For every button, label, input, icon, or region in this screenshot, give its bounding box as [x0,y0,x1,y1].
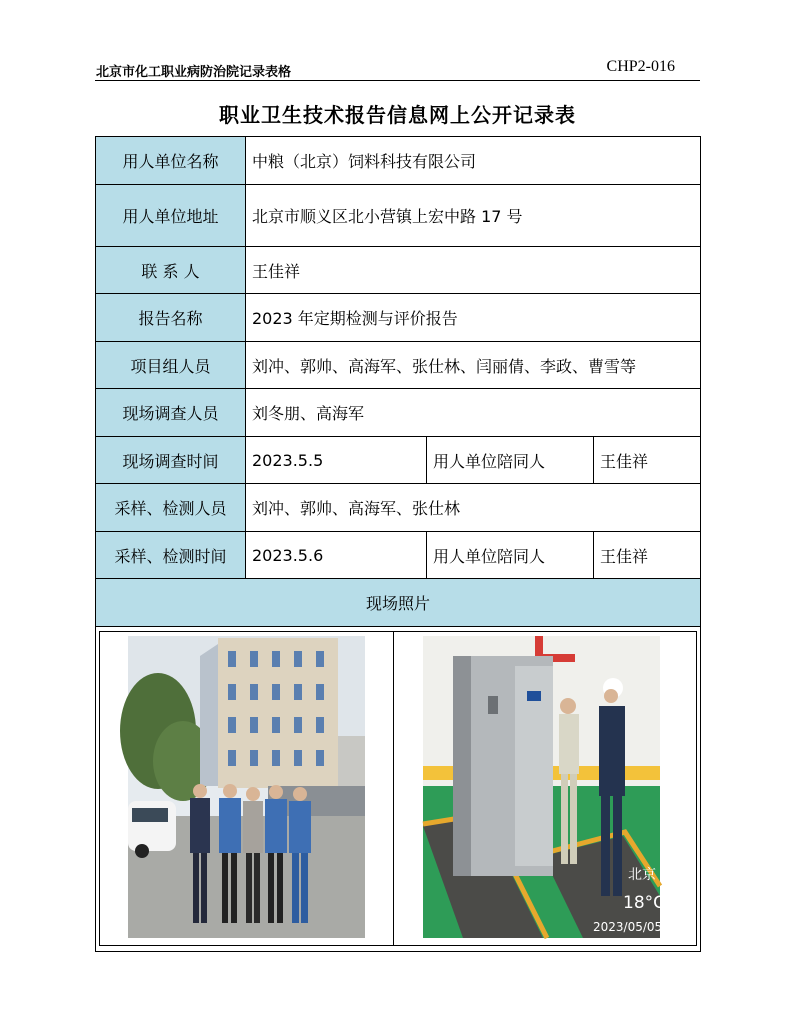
site-photo-team [128,636,365,938]
photo-watermark-temperature: 18°C [623,893,666,913]
report-name-value: 2023 年定期检测与评价报告 [246,294,701,342]
photo-watermark-date: 2023/05/05 [593,920,663,934]
field-label: 现场调查时间 [96,437,246,484]
field-label: 现场调查人员 [96,389,246,437]
table-row [96,247,701,294]
site-survey-staff-value: 刘冬朋、高海军 [246,389,701,437]
table-row [96,579,701,627]
table-row [96,137,701,185]
field-label: 用人单位陪同人 [427,532,594,579]
field-label: 采样、检测时间 [96,532,246,579]
photos-cell [96,627,701,952]
form-code: CHP2-016 [606,58,675,75]
table-row [96,627,701,952]
field-label: 项目组人员 [96,342,246,389]
site-photo-inspection [423,636,666,938]
escort-person-value: 王佳祥 [594,532,701,579]
table-row [96,342,701,389]
site-survey-date-value: 2023.5.5 [246,437,427,484]
table-row [96,437,701,484]
sampling-date-value: 2023.5.6 [246,532,427,579]
sampling-staff-value: 刘冲、郭帅、高海军、张仕林 [246,484,701,532]
table-row [96,294,701,342]
field-label: 联 系 人 [96,247,246,294]
field-label: 报告名称 [96,294,246,342]
field-label: 用人单位地址 [96,185,246,247]
table-row [96,185,701,247]
table-row [96,484,701,532]
table-row [96,389,701,437]
form-org-title: 北京市化工职业病防治院记录表格 [96,65,292,80]
field-label: 采样、检测人员 [96,484,246,532]
employer-name-value: 中粮（北京）饲料科技有限公司 [246,137,701,185]
table-row [96,532,701,579]
document-title: 职业卫生技术报告信息网上公开记录表 [219,103,576,127]
photo-watermark-city: 北京 [628,867,656,883]
employer-address-value: 北京市顺义区北小营镇上宏中路 17 号 [246,185,701,247]
header-divider [95,80,700,81]
contact-person-value: 王佳祥 [246,247,701,294]
photos-frame [99,631,697,946]
escort-person-value: 王佳祥 [594,437,701,484]
project-team-value: 刘冲、郭帅、高海军、张仕林、闫丽倩、李政、曹雪等 [246,342,701,389]
field-label: 用人单位名称 [96,137,246,185]
field-label: 用人单位陪同人 [427,437,594,484]
photo-divider [393,632,394,945]
record-table [95,136,701,952]
photos-section-title: 现场照片 [96,579,701,627]
